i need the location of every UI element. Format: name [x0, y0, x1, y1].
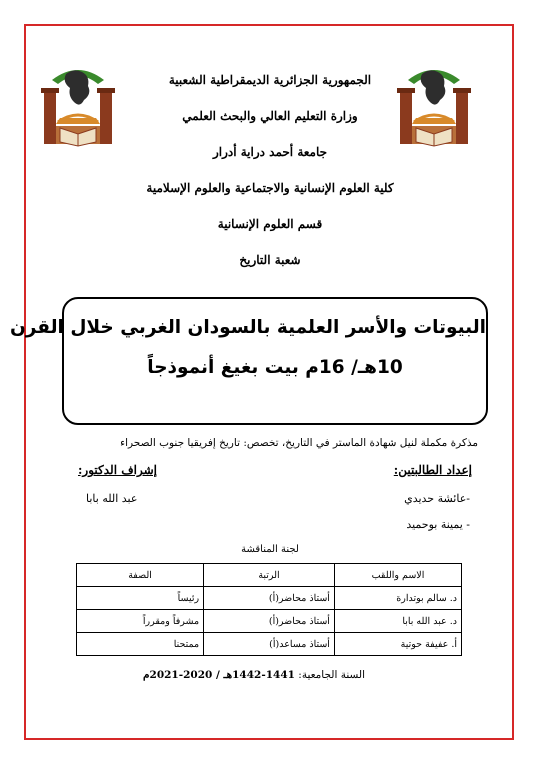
committee-title: لجنة المناقشة — [241, 544, 299, 555]
member-name: د. سالم بوتدارة — [334, 587, 461, 610]
header-rank: الرتبة — [204, 564, 335, 587]
member-role: رئيساً — [77, 587, 204, 610]
member-rank: أستاذ محاضر(أ) — [204, 587, 335, 610]
member-rank: أستاذ مساعد(أ) — [204, 633, 335, 656]
header-role: الصفة — [77, 564, 204, 587]
university-name: جامعة أحمد دراية أدرار — [212, 145, 328, 159]
academic-year-value: 1441-1442هـ / 2020-2021م — [143, 669, 295, 681]
thesis-title-line-2: 10هـ/ 16م بيت بغيغ أنموذجاً — [147, 357, 403, 378]
department-name: قسم العلوم الإنسانية — [217, 217, 323, 231]
supervisor-name: عبد الله بابا — [86, 492, 138, 505]
thesis-title-line-1: البيوتات والأسر العلمية بالسودان الغربي خلال القرن — [9, 317, 486, 338]
student-name-1: -عائشة حديدي — [404, 492, 470, 505]
student-name-2: - يمينة بوحميد — [406, 518, 470, 531]
member-rank: أستاذ محاضر(أ) — [204, 610, 335, 633]
thesis-note: مذكرة مكملة لنيل شهادة الماستر في التاريخ، تخصص: تاريخ إفريقيا جنوب الصحراء — [120, 437, 478, 449]
branch-name: شعبة التاريخ — [239, 253, 301, 267]
member-role: ممتحنا — [77, 633, 204, 656]
students-label: إعداد الطالبتين: — [393, 463, 472, 477]
header-name: الاسم واللقب — [334, 564, 461, 587]
table-header-row — [77, 564, 462, 587]
faculty-name: كلية العلوم الإنسانية والاجتماعية والعلوم الإسلامية — [146, 181, 394, 195]
member-name: أ. عفيفة حوتية — [334, 633, 461, 656]
academic-year — [143, 669, 365, 681]
table-row — [77, 587, 462, 610]
member-role: مشرفاً ومقرراً — [77, 610, 204, 633]
republic-heading: الجمهورية الجزائرية الديمقراطية الشعبية — [168, 73, 372, 87]
member-name: د. عبد الله بابا — [334, 610, 461, 633]
title-box — [9, 297, 488, 425]
supervisor-label: إشراف الدكتور: — [78, 463, 158, 477]
ministry-heading: وزارة التعليم العالي والبحث العلمي — [182, 109, 358, 123]
table-row — [77, 633, 462, 656]
table-row — [77, 610, 462, 633]
academic-year-label: السنة الجامعية: — [298, 669, 366, 681]
committee-table — [76, 563, 462, 656]
